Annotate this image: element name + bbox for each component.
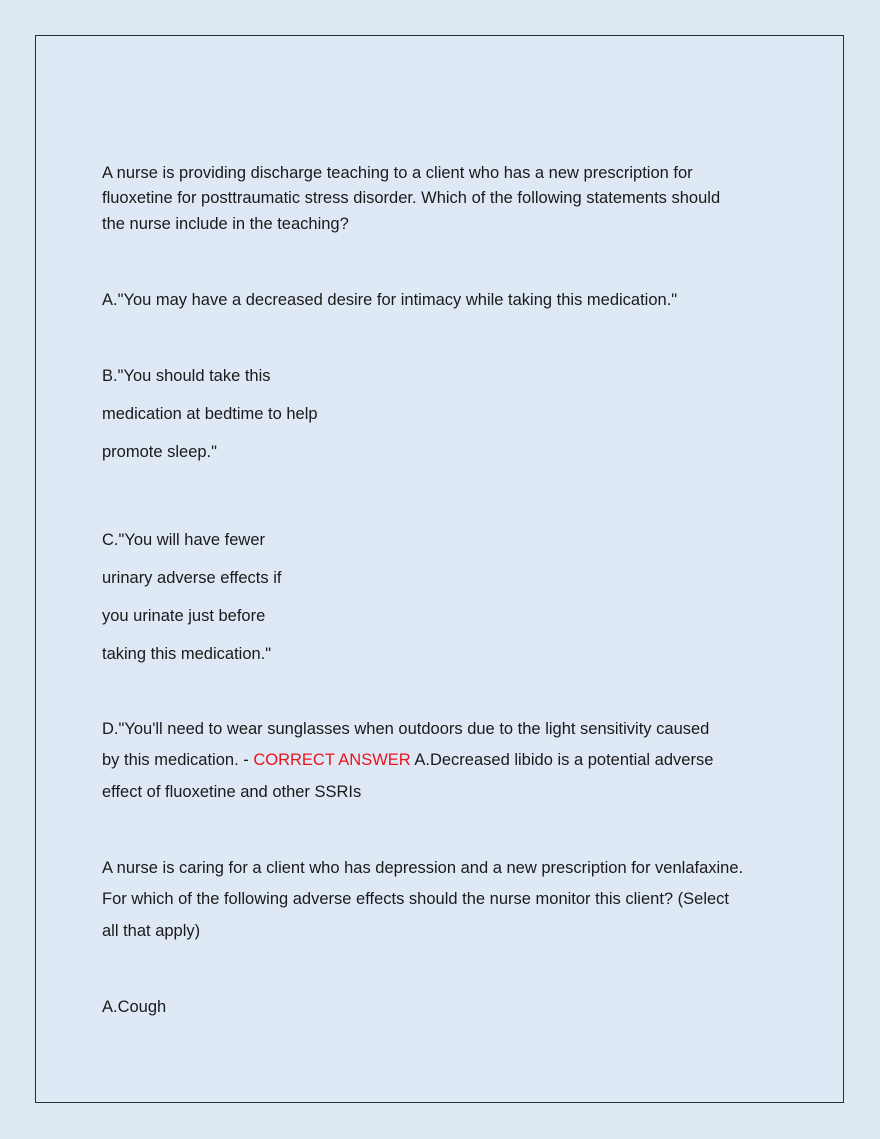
question-1-option-c-line-3: you urinate just before (102, 607, 266, 625)
option-d-continuation: by this medication. - (102, 751, 254, 769)
correct-answer-label: CORRECT ANSWER (253, 751, 411, 769)
question-1-option-b-line-2: medication at bedtime to help (102, 405, 318, 423)
question-2-stem-line-1: A nurse is caring for a client who has depression and a new prescription for venlafaxine. (102, 859, 744, 877)
rationale-line-1: A.Decreased libido is a potential adverse (410, 751, 714, 769)
question-1-stem-line-3: the nurse include in the teaching? (102, 215, 349, 233)
question-1-option-a: A."You may have a decreased desire for intimacy while taking this medication." (102, 291, 678, 309)
rationale-line-2: effect of fluoxetine and other SSRIs (102, 783, 362, 801)
question-1-stem-line-2: fluoxetine for posttraumatic stress disorder. Which of the following statements should (102, 189, 721, 207)
question-1-option-d-line-2 (102, 751, 713, 770)
question-2-option-a: A.Cough (102, 998, 167, 1016)
question-1-stem-line-1: A nurse is providing discharge teaching to a client who has a new prescription for (102, 164, 693, 182)
question-2-stem-line-3: all that apply) (102, 922, 201, 940)
question-1-option-b-line-3: promote sleep." (102, 443, 218, 461)
question-1-option-c-line-4: taking this medication." (102, 645, 272, 663)
question-1-option-c-line-2: urinary adverse effects if (102, 569, 282, 587)
question-1-option-c-line-1: C."You will have fewer (102, 531, 265, 549)
question-1-option-b-line-1: B."You should take this (102, 367, 271, 385)
question-1-option-d-line-1: D."You'll need to wear sunglasses when outdoors due to the light sensitivity caused (102, 720, 710, 738)
question-2-stem-line-2: For which of the following adverse effects should the nurse monitor this client? (Select (102, 890, 730, 908)
